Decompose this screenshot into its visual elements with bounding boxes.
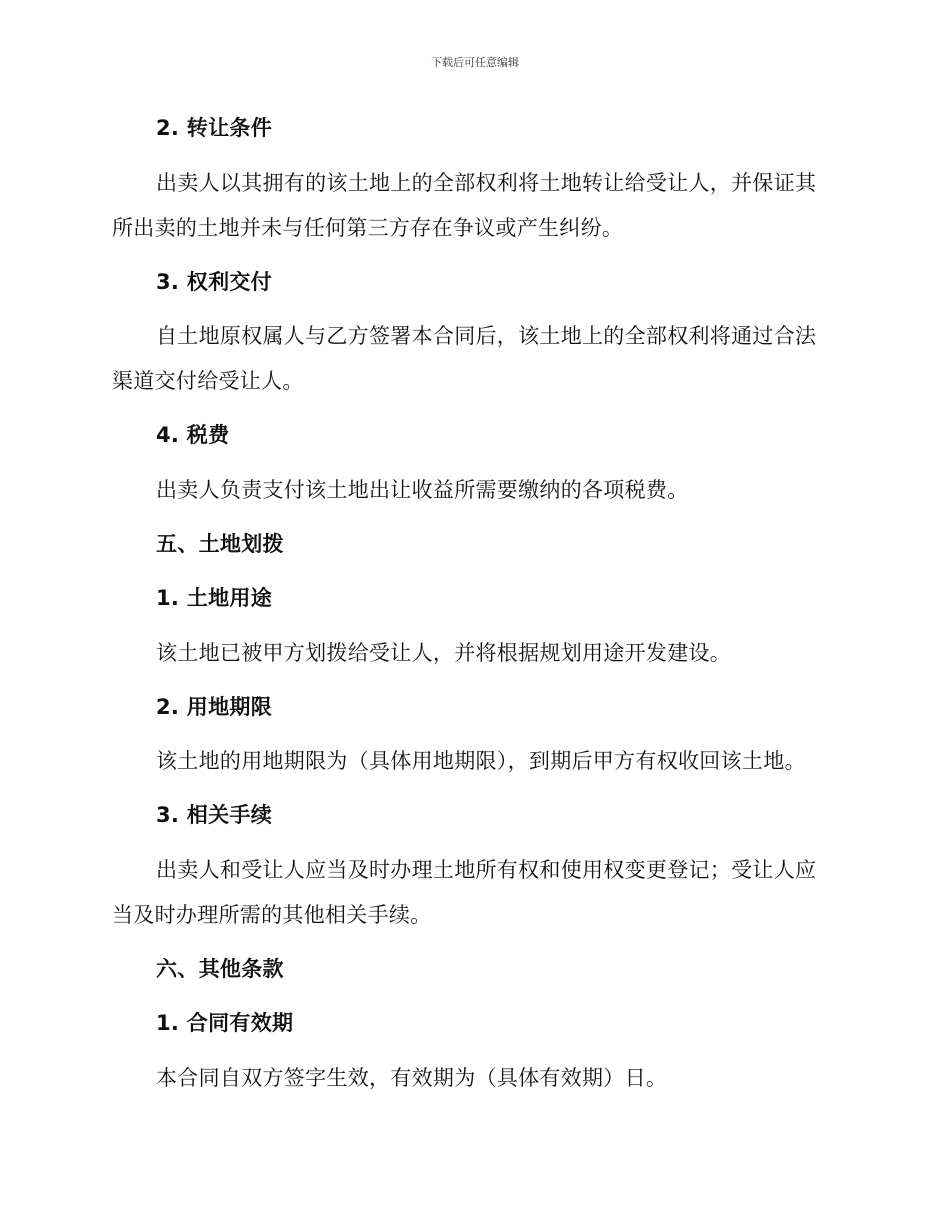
paragraph-line: 自土地原权属人与乙方签署本合同后，该土地上的全部权利将通过合法 [156, 324, 817, 348]
section-heading-land-use: 1. 土地用途 [156, 586, 272, 610]
chapter-heading-other-terms: 六、其他条款 [156, 957, 284, 981]
chapter-heading-land-allocation: 五、土地划拨 [156, 532, 284, 556]
section-heading-contract-validity: 1. 合同有效期 [156, 1011, 294, 1035]
page-header-note: 下载后可任意编辑 [431, 56, 519, 69]
paragraph-line: 渠道交付给受让人。 [112, 369, 304, 393]
paragraph-line: 出卖人以其拥有的该土地上的全部权利将土地转让给受让人，并保证其 [156, 171, 817, 195]
paragraph-line: 该土地已被甲方划拨给受让人，并将根据规划用途开发建设。 [156, 641, 732, 665]
section-heading-transfer-conditions: 2. 转让条件 [156, 116, 272, 140]
paragraph-line: 出卖人负责支付该土地出让收益所需要缴纳的各项税费。 [156, 478, 689, 502]
section-heading-land-use-term: 2. 用地期限 [156, 695, 272, 719]
paragraph-line: 当及时办理所需的其他相关手续。 [112, 903, 432, 927]
paragraph-line: 出卖人和受让人应当及时办理土地所有权和使用权变更登记；受让人应 [156, 858, 817, 882]
paragraph-line: 本合同自双方签字生效，有效期为（具体有效期）日。 [156, 1066, 668, 1090]
section-heading-taxes: 4. 税费 [156, 423, 230, 447]
section-heading-related-procedures: 3. 相关手续 [156, 803, 272, 827]
section-heading-rights-delivery: 3. 权利交付 [156, 270, 272, 294]
paragraph-line: 所出卖的土地并未与任何第三方存在争议或产生纠纷。 [112, 216, 624, 240]
paragraph-line: 该土地的用地期限为（具体用地期限），到期后甲方有权收回该土地。 [156, 749, 806, 773]
